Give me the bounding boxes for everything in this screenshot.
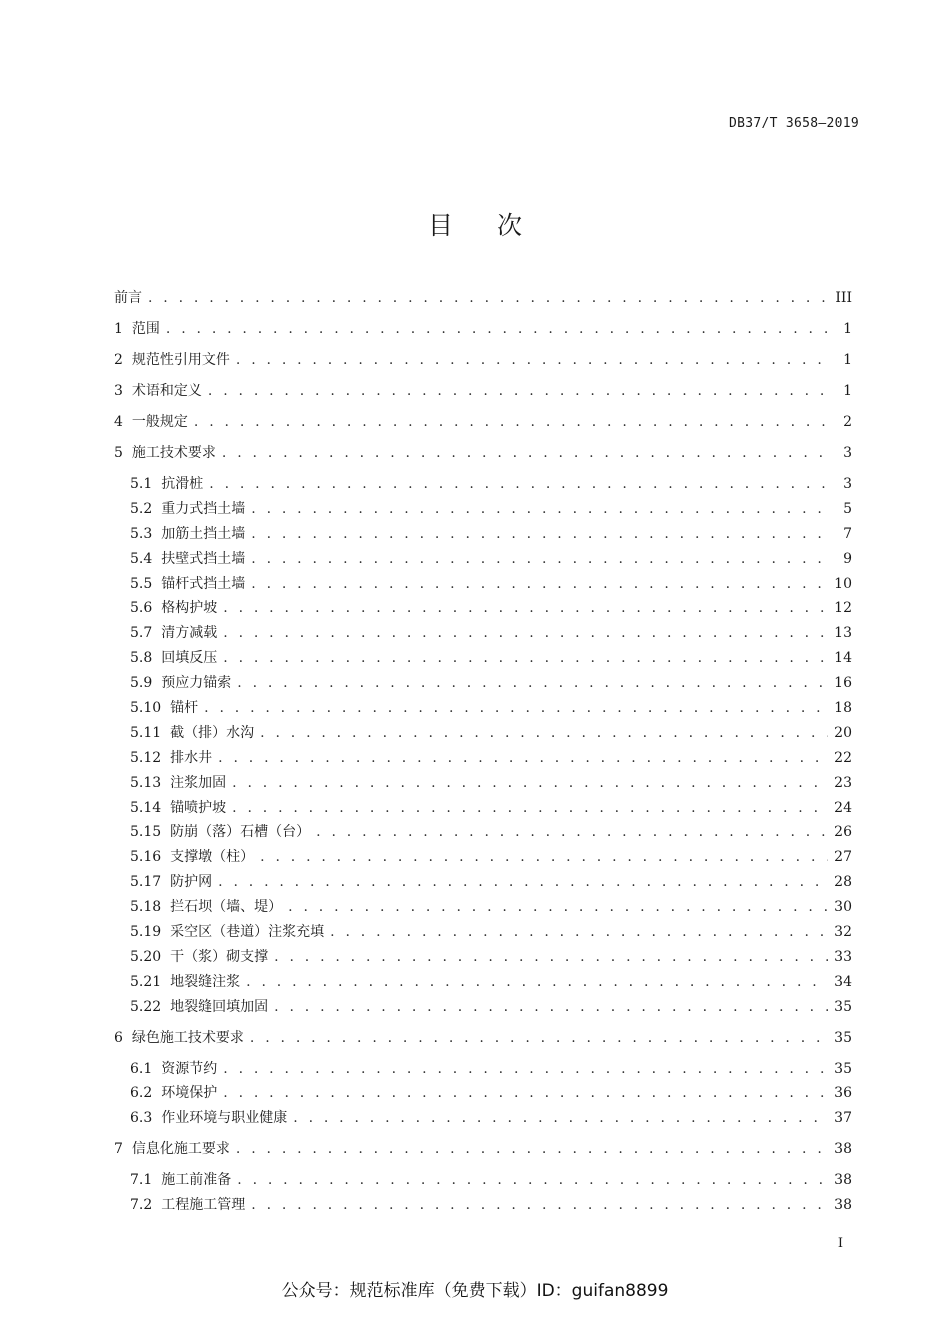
toc-entry-label: 工程施工管理 [161,1197,246,1214]
toc-entry-page: 30 [834,899,852,916]
toc-dot-leader [251,1193,828,1217]
toc-dot-leader [148,286,829,310]
toc-dot-leader [251,547,830,571]
toc-entry-page: 5 [843,500,852,517]
toc-entry-page: 7 [843,525,852,542]
toc-dot-leader [293,1106,828,1130]
toc-entry-page: 26 [834,824,852,841]
toc-entry-number: 5.12 [130,749,162,766]
toc-dot-leader [194,410,830,434]
toc-entry-number: 5.1 [130,476,153,492]
toc-subentry[interactable] [114,920,852,945]
toc-dot-leader [330,920,828,944]
toc-dot-leader [288,895,828,919]
toc-entry-label: 地裂缝回填加固 [170,998,269,1015]
toc-subentry[interactable] [114,696,852,721]
toc-entry-label: 重力式挡土墙 [161,500,246,517]
toc-dot-leader [232,771,828,795]
toc-subentry[interactable] [114,1057,852,1082]
toc-subentry[interactable] [114,572,852,597]
toc-dot-leader [218,746,828,770]
toc-dot-leader [316,820,828,844]
toc-entry[interactable] [114,410,852,441]
toc-entry-page: 2 [843,414,852,430]
toc-entry-label: 扶壁式挡土墙 [161,550,246,567]
toc-entry[interactable] [114,348,852,379]
toc-entry-page: 38 [834,1172,852,1189]
document-code: DB37/T 3658—2019 [728,116,859,131]
toc-entry-page: 1 [843,383,852,399]
toc-entry-number: 6.3 [130,1110,153,1127]
toc-entry-number: 5.10 [130,700,162,717]
toc-dot-leader [236,348,830,372]
toc-dot-leader [223,596,828,620]
toc-entry-page: 18 [834,700,852,717]
toc-entry-number: 6.2 [130,1085,153,1102]
toc-dot-leader [237,1168,828,1192]
footer-watermark-text: 公众号：规范标准库（免费下载）ID：guifan8899 [281,1281,669,1301]
toc-entry-label: 锚杆 [170,700,199,717]
toc-dot-leader [236,1137,828,1161]
toc-entry-number: 5.16 [130,849,162,866]
toc-entry-label: 规范性引用文件 [131,352,230,368]
toc-entry-page: 36 [834,1085,852,1102]
toc-entry-page: 35 [834,1029,852,1046]
toc-subentry[interactable] [114,771,852,796]
toc-entry-label: 资源节约 [161,1060,218,1077]
toc-entry-page: 16 [834,675,852,692]
toc-entry-page: 38 [834,1141,852,1158]
toc-entry-page: 9 [843,550,852,567]
toc-entry-label: 格构护坡 [161,600,218,617]
toc-entry-page: 28 [834,874,852,891]
toc-entry-label: 排水井 [170,749,213,766]
toc-entry-number: 5.8 [130,650,153,667]
toc-entry-page: 22 [834,749,852,766]
toc-entry-number: 7 [114,1141,123,1158]
toc-entry-label: 清方减载 [161,625,218,642]
toc-subentry[interactable] [114,870,852,895]
toc-entry-label: 加筋土挡土墙 [161,525,246,542]
toc-entry-label: 锚喷护坡 [170,799,227,816]
toc-entry-label: 拦石坝（墙、堤） [170,899,283,916]
toc-entry-number: 6.1 [130,1060,153,1077]
toc-dot-leader [274,995,828,1019]
toc-entry-number: 5.5 [130,575,153,592]
toc-subentry[interactable] [114,646,852,671]
toc-entry-label: 锚杆式挡土墙 [161,575,246,592]
toc-dot-leader [223,646,828,670]
toc-entry-label: 范围 [131,321,160,337]
toc-entry-page: 3 [843,476,852,492]
toc-entry-number: 3 [114,383,123,399]
toc-entry-label: 绿色施工技术要求 [131,1029,244,1046]
toc-entry-page: 38 [834,1197,852,1214]
toc-entry-number: 5.9 [130,675,153,692]
toc-entry-label: 地裂缝注浆 [170,973,241,990]
toc-entry-label: 信息化施工要求 [131,1141,230,1158]
toc-entry-number: 7.2 [130,1197,153,1214]
toc-dot-leader [208,379,830,403]
toc-dot-leader [251,572,828,596]
toc-entry-label: 采空区（巷道）注浆充填 [170,924,325,941]
toc-entry-number: 5.6 [130,600,153,617]
toc-entry-page: 34 [834,973,852,990]
toc-entry-label: 注浆加固 [170,774,227,791]
page-title [0,206,950,242]
toc-subentry[interactable] [114,522,852,547]
toc-entry-page: 3 [843,445,852,461]
toc-entry-page: 10 [834,575,852,592]
toc-entry-number: 5.7 [130,625,153,642]
toc-subentry[interactable] [114,621,852,646]
toc-entry-label: 干（浆）砌支撑 [170,948,269,965]
toc-entry-page: 20 [834,724,852,741]
toc-entry-label: 前言 [114,290,142,306]
toc-dot-leader [218,870,828,894]
toc-dot-leader [274,945,828,969]
toc-entry-page: 14 [834,650,852,667]
toc-entry-label: 防护网 [170,874,213,891]
toc-entry[interactable] [114,441,852,472]
toc-entry-label: 支撑墩（柱） [170,849,255,866]
toc-dot-leader [260,845,828,869]
toc-dot-leader [223,621,828,645]
toc-entry-number: 5.18 [130,899,162,916]
toc-entry-page: 33 [834,948,852,965]
toc-dot-leader [232,796,828,820]
toc-entry-label: 截（排）水沟 [170,724,255,741]
toc-entry-number: 6 [114,1029,123,1046]
toc-subentry[interactable] [114,497,852,522]
toc-entry-number: 5.15 [130,824,162,841]
toc-entry-page: 12 [834,600,852,617]
toc-entry-number: 4 [114,414,123,430]
toc-subentry[interactable] [114,671,852,696]
title-char-2: 次 [497,211,523,240]
toc-entry-label: 作业环境与职业健康 [161,1110,288,1127]
toc-entry-number: 5.11 [130,724,162,741]
toc-entry-label: 施工前准备 [161,1172,232,1189]
toc-entry[interactable] [114,286,852,317]
toc-entry-label: 回填反压 [161,650,218,667]
title-char-1: 目 [427,211,453,240]
toc-dot-leader [251,497,830,521]
toc-dot-leader [222,441,830,465]
toc-entry-page: 37 [834,1110,852,1127]
toc-entry-number: 5.14 [130,799,162,816]
toc-entry-page: 1 [843,321,852,337]
toc-dot-leader [246,970,828,994]
toc-entry-number: 5.21 [130,973,162,990]
toc-entry-page: 35 [834,998,852,1015]
toc-subentry[interactable] [114,820,852,845]
toc-entry-label: 抗滑桩 [161,476,204,492]
toc-entry-number: 5.4 [130,550,153,567]
toc-subentry[interactable] [114,721,852,746]
toc-entry-page: 1 [843,352,852,368]
toc-entry-number: 5.2 [130,500,153,517]
toc-entry-number: 5.20 [130,948,162,965]
toc-entry-label: 施工技术要求 [131,445,216,461]
toc-subentry[interactable] [114,1168,852,1193]
toc-entry-number: 5.13 [130,774,162,791]
toc-entry[interactable] [114,1026,852,1057]
toc-entry[interactable] [114,317,852,348]
toc-entry-page: 23 [834,774,852,791]
toc-entry-page: 24 [834,799,852,816]
toc-dot-leader [204,696,828,720]
toc-dot-leader [223,1057,828,1081]
toc-entry[interactable] [114,379,852,410]
toc-entry-page: 35 [834,1060,852,1077]
table-of-contents [114,286,852,1218]
toc-dot-leader [260,721,828,745]
toc-subentry[interactable] [114,970,852,995]
toc-entry[interactable] [114,1137,852,1168]
toc-entry-number: 1 [114,321,123,337]
toc-dot-leader [250,1026,828,1050]
toc-subentry[interactable] [114,796,852,821]
toc-entry-page: 13 [834,625,852,642]
toc-subentry[interactable] [114,945,852,970]
toc-subentry[interactable] [114,845,852,870]
toc-dot-leader [209,472,830,496]
toc-entry-label: 术语和定义 [131,383,202,399]
toc-entry-label: 防崩（落）石槽（台） [170,824,311,841]
toc-entry-number: 5 [114,445,123,461]
toc-entry-number: 7.1 [130,1172,153,1189]
toc-subentry[interactable] [114,1193,852,1218]
toc-entry-label: 环境保护 [161,1085,218,1102]
toc-dot-leader [166,317,830,341]
toc-entry-number: 2 [114,352,123,368]
toc-subentry[interactable] [114,895,852,920]
toc-subentry[interactable] [114,746,852,771]
toc-entry-page: III [835,290,852,306]
toc-subentry[interactable] [114,995,852,1020]
toc-subentry[interactable] [114,472,852,497]
toc-entry-number: 5.22 [130,998,162,1015]
toc-subentry[interactable] [114,596,852,621]
toc-dot-leader [237,671,828,695]
toc-entry-number: 5.17 [130,874,162,891]
toc-entry-page: 32 [834,924,852,941]
toc-subentry[interactable] [114,1081,852,1106]
page-number: I [837,1236,843,1251]
toc-dot-leader [223,1081,828,1105]
toc-entry-number: 5.3 [130,525,153,542]
toc-entry-page: 27 [834,849,852,866]
toc-entry-number: 5.19 [130,924,162,941]
toc-subentry[interactable] [114,1106,852,1131]
toc-subentry[interactable] [114,547,852,572]
toc-entry-label: 一般规定 [131,414,188,430]
toc-dot-leader [251,522,830,546]
toc-entry-label: 预应力锚索 [161,675,232,692]
